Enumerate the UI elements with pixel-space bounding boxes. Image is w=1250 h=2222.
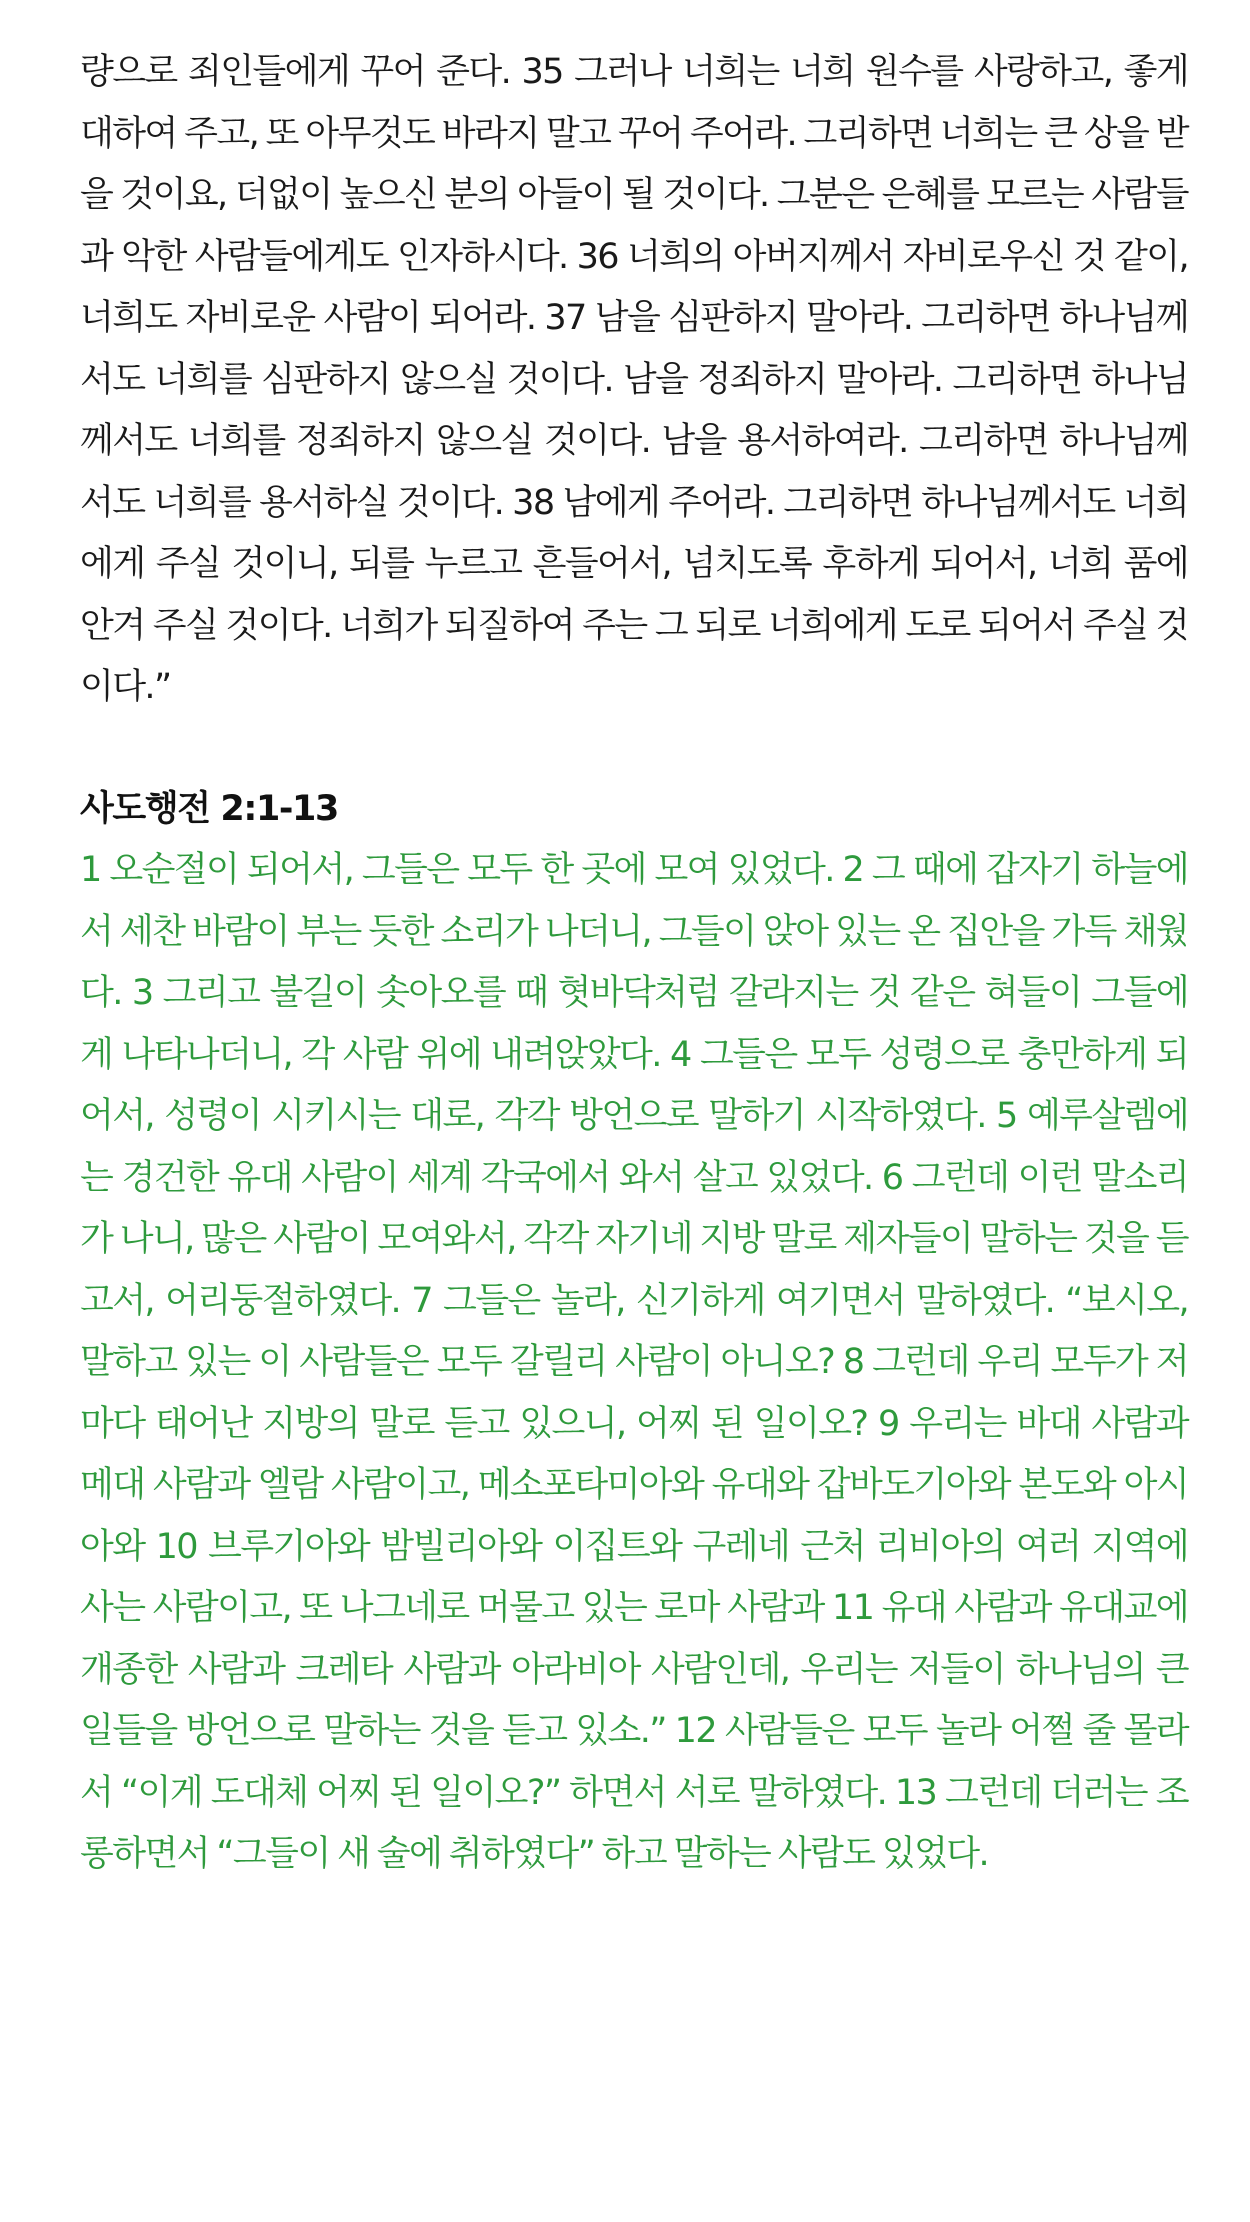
luke-passage-text: 량으로 죄인들에게 꾸어 준다. 35 그러나 너희는 너희 원수를 사랑하고, 좋게 대하여 주고, 또 아무것도 바라지 말고 꾸어 주어라. 그리하면 너희는 큰 상을 받을 것이요, 더없이 높으신 분의 아들이 될 것이다. 그분은 은혜를 모르는 사람들과 악한 사람들에게도 인자하시다. 36 너희의 아버지께서 자비로우신 것 같이, 너희도 자비로운 사람이 되어라. 37 남을 심판하지 말아라. 그리하면 하나님께서도 너희를 심판하지 않으실 것이다. 남을 정죄하지 말아라. 그리하면 하나님께서도 너희를 정죄하지 않으실 것이다. 남을 용서하여라. 그리하면 하나님께서도 너희를 용서하실 것이다. 38 남에게 주어라. 그리하면 하나님께서도 너희에게 주실 것이니, 되를 누르고 흔들어서, 넘치도록 후하게 되어서, 너희 품에 안겨 주실 것이다. 너희가 되질하여 주는 그 되로 너희에게 도로 되어서 주실 것이다.” [80, 52, 1188, 707]
document-page [80, 42, 1188, 1886]
acts-passage-text: 1 오순절이 되어서, 그들은 모두 한 곳에 모여 있었다. 2 그 때에 갑자기 하늘에서 세찬 바람이 부는 듯한 소리가 나더니, 그들이 앉아 있는 온 집안을 가득 채웠다. 3 그리고 불길이 솟아오를 때 혓바닥처럼 갈라지는 것 같은 혀들이 그들에게 나타나더니, 각 사람 위에 내려앉았다. 4 그들은 모두 성령으로 충만하게 되어서, 성령이 시키시는 대로, 각각 방언으로 말하기 시작하였다. 5 예루살렘에는 경건한 유대 사람이 세계 각국에서 와서 살고 있었다. 6 그런데 이런 말소리가 나니, 많은 사람이 모여와서, 각각 자기네 지방 말로 제자들이 말하는 것을 듣고서, 어리둥절하였다. 7 그들은 놀라, 신기하게 여기면서 말하였다. “보시오, 말하고 있는 이 사람들은 모두 갈릴리 사람이 아니오? 8 그런데 우리 모두가 저마다 태어난 지방의 말로 듣고 있으니, 어찌 된 일이오? 9 우리는 바대 사람과 메대 사람과 엘람 사람이고, 메소포타미아와 유대와 갑바도기아와 본도와 아시아와 10 브루기아와 밤빌리아와 이집트와 구레네 근처 리비아의 여러 지역에 사는 사람이고, 또 나그네로 머물고 있는 로마 사람과 11 유대 사람과 유대교에 개종한 사람과 크레타 사람과 아라비아 사람인데, 우리는 저들이 하나님의 큰 일들을 방언으로 말하는 것을 듣고 있소.” 12 사람들은 모두 놀라 어쩔 줄 몰라서 “이게 도대체 어찌 된 일이오?” 하면서 서로 말하였다. 13 그런데 더러는 조롱하면서 “그들이 새 술에 취하였다” 하고 말하는 사람도 있었다. [80, 850, 1188, 1874]
acts-section-title: 사도행전 2:1-13 [80, 788, 338, 829]
